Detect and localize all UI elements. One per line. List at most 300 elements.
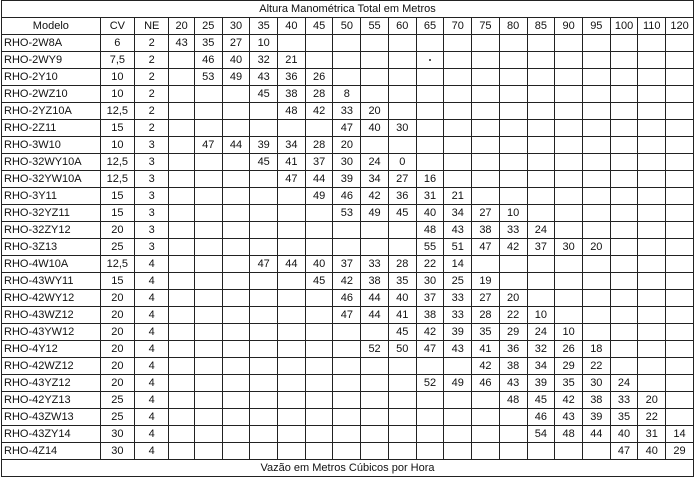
cv-cell: 12,5 bbox=[100, 256, 134, 273]
flow-cell: 37 bbox=[416, 290, 444, 307]
flow-cell bbox=[499, 69, 527, 86]
flow-cell bbox=[638, 256, 666, 273]
flow-cell bbox=[666, 273, 694, 290]
flow-cell bbox=[555, 256, 583, 273]
flow-cell: 38 bbox=[361, 273, 389, 290]
flow-cell bbox=[472, 52, 500, 69]
ne-cell: 3 bbox=[135, 154, 169, 171]
flow-cell: 41 bbox=[388, 307, 416, 324]
flow-cell bbox=[388, 375, 416, 392]
flow-cell bbox=[638, 69, 666, 86]
flow-cell: 31 bbox=[638, 426, 666, 443]
flow-cell bbox=[194, 154, 222, 171]
table-row bbox=[2, 426, 694, 443]
flow-cell bbox=[194, 273, 222, 290]
ne-cell: 4 bbox=[135, 256, 169, 273]
flow-cell bbox=[666, 120, 694, 137]
flow-cell bbox=[169, 290, 195, 307]
flow-cell bbox=[472, 35, 500, 52]
flow-cell bbox=[305, 426, 333, 443]
model-cell: RHO-4Y12 bbox=[2, 341, 101, 358]
flow-cell bbox=[666, 137, 694, 154]
flow-cell bbox=[222, 256, 250, 273]
flow-cell: 38 bbox=[278, 86, 306, 103]
flow-cell bbox=[638, 222, 666, 239]
flow-cell bbox=[305, 35, 333, 52]
flow-cell bbox=[194, 171, 222, 188]
flow-cell bbox=[638, 239, 666, 256]
flow-cell bbox=[472, 256, 500, 273]
ne-cell: 2 bbox=[135, 69, 169, 86]
flow-cell bbox=[499, 137, 527, 154]
flow-cell bbox=[250, 409, 278, 426]
ne-cell: 4 bbox=[135, 392, 169, 409]
flow-cell: 48 bbox=[278, 103, 306, 120]
flow-cell: 42 bbox=[499, 239, 527, 256]
flow-cell bbox=[527, 69, 555, 86]
flow-cell bbox=[499, 443, 527, 460]
table-row bbox=[2, 375, 694, 392]
flow-cell bbox=[194, 86, 222, 103]
flow-cell bbox=[361, 35, 389, 52]
flow-cell: 28 bbox=[388, 256, 416, 273]
flow-cell: 30 bbox=[555, 239, 583, 256]
flow-cell bbox=[388, 35, 416, 52]
flow-cell bbox=[666, 358, 694, 375]
flow-cell bbox=[666, 341, 694, 358]
flow-cell bbox=[610, 341, 638, 358]
flow-cell: 43 bbox=[250, 69, 278, 86]
flow-cell bbox=[305, 358, 333, 375]
flow-cell bbox=[444, 358, 472, 375]
header-height: 35 bbox=[250, 18, 278, 35]
flow-cell bbox=[333, 341, 361, 358]
flow-cell bbox=[555, 171, 583, 188]
flow-cell bbox=[582, 443, 610, 460]
flow-cell bbox=[250, 392, 278, 409]
flow-cell: 46 bbox=[194, 52, 222, 69]
flow-cell: 48 bbox=[416, 222, 444, 239]
flow-cell: 53 bbox=[194, 69, 222, 86]
header-height: 60 bbox=[388, 18, 416, 35]
flow-cell bbox=[555, 35, 583, 52]
flow-cell bbox=[278, 222, 306, 239]
flow-cell bbox=[278, 375, 306, 392]
flow-cell bbox=[666, 290, 694, 307]
flow-cell bbox=[582, 52, 610, 69]
table-row bbox=[2, 103, 694, 120]
flow-cell bbox=[610, 324, 638, 341]
flow-cell: 55 bbox=[416, 239, 444, 256]
flow-cell bbox=[638, 171, 666, 188]
flow-cell bbox=[361, 443, 389, 460]
ne-cell: 3 bbox=[135, 188, 169, 205]
flow-cell bbox=[250, 273, 278, 290]
cv-cell: 10 bbox=[100, 86, 134, 103]
flow-cell: 48 bbox=[555, 426, 583, 443]
flow-cell bbox=[555, 443, 583, 460]
header-height: 70 bbox=[444, 18, 472, 35]
flow-cell bbox=[388, 103, 416, 120]
cv-cell: 25 bbox=[100, 392, 134, 409]
flow-cell: 24 bbox=[361, 154, 389, 171]
flow-cell bbox=[610, 86, 638, 103]
flow-cell bbox=[250, 443, 278, 460]
flow-cell bbox=[582, 35, 610, 52]
flow-cell: 30 bbox=[582, 375, 610, 392]
flow-cell: 20 bbox=[638, 392, 666, 409]
flow-cell bbox=[499, 86, 527, 103]
flow-cell bbox=[555, 120, 583, 137]
header-model: Modelo bbox=[2, 18, 101, 35]
flow-cell bbox=[638, 137, 666, 154]
table-title: Altura Manométrica Total em Metros bbox=[2, 1, 694, 18]
flow-cell bbox=[361, 52, 389, 69]
flow-cell: 43 bbox=[444, 222, 472, 239]
flow-cell: 44 bbox=[361, 307, 389, 324]
flow-cell bbox=[194, 120, 222, 137]
flow-cell bbox=[666, 307, 694, 324]
flow-cell bbox=[416, 35, 444, 52]
flow-cell: 44 bbox=[582, 426, 610, 443]
flow-cell bbox=[361, 137, 389, 154]
flow-cell bbox=[388, 409, 416, 426]
flow-cell bbox=[444, 443, 472, 460]
flow-cell: 44 bbox=[278, 256, 306, 273]
model-cell: RHO-43WY11 bbox=[2, 273, 101, 290]
flow-cell: 20 bbox=[333, 137, 361, 154]
cv-cell: 20 bbox=[100, 341, 134, 358]
ne-cell: 2 bbox=[135, 120, 169, 137]
flow-cell bbox=[305, 375, 333, 392]
ne-cell: 3 bbox=[135, 171, 169, 188]
flow-cell bbox=[194, 392, 222, 409]
flow-cell: 47 bbox=[472, 239, 500, 256]
flow-cell: 40 bbox=[305, 256, 333, 273]
cv-cell: 12,5 bbox=[100, 171, 134, 188]
table-row bbox=[2, 324, 694, 341]
flow-cell bbox=[499, 35, 527, 52]
flow-cell bbox=[222, 290, 250, 307]
flow-cell bbox=[444, 52, 472, 69]
flow-cell bbox=[472, 103, 500, 120]
flow-cell: 27 bbox=[472, 290, 500, 307]
model-cell: RHO-42YZ13 bbox=[2, 392, 101, 409]
flow-cell: 40 bbox=[416, 205, 444, 222]
flow-cell: 42 bbox=[333, 273, 361, 290]
cv-cell: 10 bbox=[100, 69, 134, 86]
flow-cell bbox=[472, 137, 500, 154]
flow-cell bbox=[610, 307, 638, 324]
table-row bbox=[2, 273, 694, 290]
flow-cell bbox=[388, 52, 416, 69]
flow-cell: 8 bbox=[333, 86, 361, 103]
header-height: 80 bbox=[499, 18, 527, 35]
flow-cell: 46 bbox=[333, 290, 361, 307]
flow-cell bbox=[169, 52, 195, 69]
flow-cell bbox=[222, 358, 250, 375]
flow-cell: 35 bbox=[610, 409, 638, 426]
ne-cell: 3 bbox=[135, 205, 169, 222]
flow-cell bbox=[499, 188, 527, 205]
model-cell: RHO-43YW12 bbox=[2, 324, 101, 341]
table-row bbox=[2, 35, 694, 52]
flow-cell bbox=[278, 120, 306, 137]
flow-cell bbox=[499, 103, 527, 120]
flow-cell bbox=[527, 52, 555, 69]
flow-cell bbox=[610, 256, 638, 273]
ne-cell: 4 bbox=[135, 324, 169, 341]
flow-cell: 40 bbox=[638, 443, 666, 460]
flow-cell bbox=[194, 307, 222, 324]
cv-cell: 20 bbox=[100, 307, 134, 324]
ne-cell: 2 bbox=[135, 86, 169, 103]
flow-cell: 28 bbox=[472, 307, 500, 324]
flow-cell bbox=[169, 256, 195, 273]
flow-cell bbox=[278, 307, 306, 324]
flow-cell: 38 bbox=[472, 222, 500, 239]
flow-cell bbox=[278, 341, 306, 358]
flow-cell bbox=[222, 188, 250, 205]
flow-cell: 22 bbox=[416, 256, 444, 273]
flow-cell bbox=[555, 52, 583, 69]
cv-cell: 12,5 bbox=[100, 103, 134, 120]
flow-cell: 40 bbox=[610, 426, 638, 443]
flow-cell bbox=[169, 426, 195, 443]
flow-cell bbox=[194, 222, 222, 239]
flow-cell: 33 bbox=[444, 290, 472, 307]
flow-cell bbox=[444, 120, 472, 137]
flow-cell bbox=[194, 205, 222, 222]
flow-cell: 45 bbox=[388, 324, 416, 341]
flow-cell bbox=[361, 392, 389, 409]
cv-cell: 20 bbox=[100, 358, 134, 375]
flow-cell: 45 bbox=[527, 392, 555, 409]
header-height: 50 bbox=[333, 18, 361, 35]
flow-cell bbox=[222, 307, 250, 324]
flow-cell: 27 bbox=[388, 171, 416, 188]
flow-cell: 27 bbox=[472, 205, 500, 222]
flow-cell bbox=[527, 256, 555, 273]
table-row bbox=[2, 341, 694, 358]
flow-cell bbox=[333, 443, 361, 460]
flow-cell bbox=[416, 154, 444, 171]
ne-cell: 2 bbox=[135, 35, 169, 52]
flow-cell: 29 bbox=[666, 443, 694, 460]
table-row bbox=[2, 171, 694, 188]
flow-cell bbox=[582, 222, 610, 239]
model-cell: RHO-32ZY12 bbox=[2, 222, 101, 239]
flow-cell bbox=[169, 273, 195, 290]
flow-cell bbox=[666, 188, 694, 205]
flow-cell bbox=[222, 239, 250, 256]
flow-cell bbox=[194, 239, 222, 256]
flow-cell bbox=[278, 443, 306, 460]
flow-cell: 46 bbox=[527, 409, 555, 426]
flow-cell: 20 bbox=[582, 239, 610, 256]
flow-cell bbox=[169, 171, 195, 188]
flow-cell bbox=[638, 86, 666, 103]
flow-cell: 33 bbox=[444, 307, 472, 324]
flow-cell: 43 bbox=[499, 375, 527, 392]
flow-cell bbox=[610, 35, 638, 52]
header-row bbox=[2, 18, 694, 35]
ne-cell: 4 bbox=[135, 409, 169, 426]
flow-cell bbox=[555, 222, 583, 239]
flow-cell bbox=[666, 392, 694, 409]
flow-cell: 35 bbox=[194, 35, 222, 52]
model-cell: RHO-43ZW13 bbox=[2, 409, 101, 426]
header-height: 120 bbox=[666, 18, 694, 35]
flow-cell bbox=[555, 290, 583, 307]
flow-cell bbox=[472, 69, 500, 86]
flow-cell bbox=[250, 290, 278, 307]
flow-cell: 47 bbox=[278, 171, 306, 188]
flow-cell bbox=[250, 205, 278, 222]
flow-cell bbox=[278, 324, 306, 341]
flow-cell bbox=[250, 103, 278, 120]
flow-cell bbox=[638, 120, 666, 137]
flow-cell bbox=[388, 222, 416, 239]
flow-cell: 28 bbox=[305, 86, 333, 103]
flow-cell bbox=[169, 205, 195, 222]
flow-cell bbox=[278, 35, 306, 52]
flow-cell bbox=[499, 120, 527, 137]
flow-cell bbox=[638, 290, 666, 307]
flow-cell bbox=[222, 86, 250, 103]
ne-cell: 3 bbox=[135, 137, 169, 154]
flow-cell: 34 bbox=[527, 358, 555, 375]
flow-cell: 50 bbox=[388, 341, 416, 358]
flow-cell bbox=[250, 324, 278, 341]
ne-cell: 3 bbox=[135, 222, 169, 239]
flow-cell: 24 bbox=[610, 375, 638, 392]
pump-performance-table bbox=[1, 0, 694, 477]
flow-cell bbox=[305, 222, 333, 239]
flow-cell bbox=[638, 273, 666, 290]
flow-cell bbox=[250, 171, 278, 188]
flow-cell bbox=[666, 103, 694, 120]
flow-cell bbox=[416, 69, 444, 86]
flow-cell bbox=[305, 290, 333, 307]
flow-cell bbox=[388, 392, 416, 409]
flow-cell bbox=[499, 171, 527, 188]
flow-cell bbox=[610, 137, 638, 154]
flow-cell: 40 bbox=[388, 290, 416, 307]
flow-cell bbox=[333, 222, 361, 239]
flow-cell bbox=[638, 188, 666, 205]
table-row bbox=[2, 409, 694, 426]
flow-cell: 41 bbox=[278, 154, 306, 171]
flow-cell bbox=[610, 358, 638, 375]
flow-cell bbox=[582, 86, 610, 103]
flow-cell bbox=[361, 375, 389, 392]
flow-cell bbox=[388, 86, 416, 103]
flow-cell bbox=[610, 239, 638, 256]
stray-dot-mark bbox=[429, 59, 431, 61]
header-height: 55 bbox=[361, 18, 389, 35]
flow-cell: 0 bbox=[388, 154, 416, 171]
ne-cell: 2 bbox=[135, 52, 169, 69]
flow-cell bbox=[444, 392, 472, 409]
flow-cell bbox=[610, 120, 638, 137]
flow-cell: 29 bbox=[499, 324, 527, 341]
flow-cell bbox=[610, 154, 638, 171]
flow-cell bbox=[638, 154, 666, 171]
flow-cell bbox=[194, 426, 222, 443]
table-row bbox=[2, 154, 694, 171]
flow-cell bbox=[416, 426, 444, 443]
model-cell: RHO-42WZ12 bbox=[2, 358, 101, 375]
flow-cell bbox=[250, 120, 278, 137]
table-footer: Vazão em Metros Cúbicos por Hora bbox=[2, 460, 694, 477]
flow-cell: 30 bbox=[388, 120, 416, 137]
flow-cell bbox=[361, 69, 389, 86]
flow-cell: 47 bbox=[250, 256, 278, 273]
flow-cell: 35 bbox=[388, 273, 416, 290]
flow-cell bbox=[361, 222, 389, 239]
model-cell: RHO-2Z11 bbox=[2, 120, 101, 137]
cv-cell: 6 bbox=[100, 35, 134, 52]
cv-cell: 10 bbox=[100, 137, 134, 154]
ne-cell: 4 bbox=[135, 290, 169, 307]
flow-cell bbox=[169, 341, 195, 358]
flow-cell bbox=[222, 426, 250, 443]
flow-cell: 34 bbox=[361, 171, 389, 188]
flow-cell: 47 bbox=[333, 307, 361, 324]
flow-cell: 45 bbox=[388, 205, 416, 222]
flow-cell: 52 bbox=[416, 375, 444, 392]
flow-cell bbox=[278, 205, 306, 222]
flow-cell bbox=[169, 358, 195, 375]
flow-cell: 36 bbox=[499, 341, 527, 358]
flow-cell bbox=[222, 392, 250, 409]
flow-cell bbox=[333, 426, 361, 443]
flow-cell bbox=[416, 409, 444, 426]
flow-cell bbox=[169, 120, 195, 137]
flow-cell bbox=[527, 290, 555, 307]
flow-cell bbox=[582, 307, 610, 324]
flow-cell: 44 bbox=[222, 137, 250, 154]
table-row bbox=[2, 256, 694, 273]
flow-cell: 30 bbox=[416, 273, 444, 290]
flow-cell bbox=[194, 188, 222, 205]
flow-cell bbox=[582, 171, 610, 188]
flow-cell: 32 bbox=[527, 341, 555, 358]
flow-cell: 52 bbox=[361, 341, 389, 358]
flow-cell: 21 bbox=[444, 188, 472, 205]
flow-cell: 38 bbox=[499, 358, 527, 375]
flow-cell bbox=[278, 409, 306, 426]
flow-cell: 40 bbox=[222, 52, 250, 69]
flow-cell bbox=[278, 358, 306, 375]
flow-cell bbox=[638, 52, 666, 69]
flow-cell bbox=[666, 154, 694, 171]
cv-cell: 30 bbox=[100, 443, 134, 460]
flow-cell bbox=[416, 86, 444, 103]
flow-cell bbox=[610, 103, 638, 120]
flow-cell bbox=[582, 273, 610, 290]
flow-cell bbox=[638, 324, 666, 341]
flow-cell: 42 bbox=[555, 392, 583, 409]
flow-cell bbox=[527, 103, 555, 120]
flow-cell bbox=[582, 154, 610, 171]
header-height: 85 bbox=[527, 18, 555, 35]
flow-cell bbox=[222, 443, 250, 460]
flow-cell bbox=[416, 52, 444, 69]
flow-cell bbox=[610, 222, 638, 239]
flow-cell bbox=[527, 86, 555, 103]
